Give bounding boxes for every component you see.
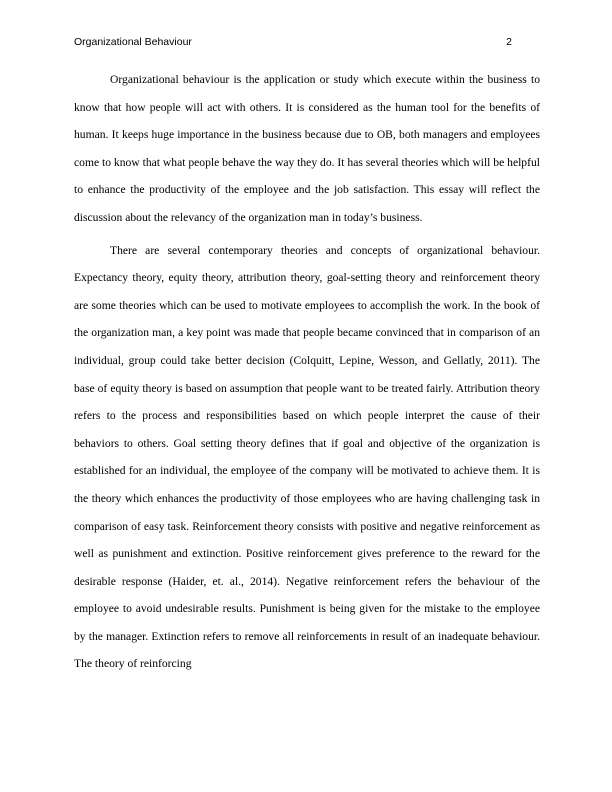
header-title: Organizational Behaviour bbox=[74, 36, 192, 48]
page-number: 2 bbox=[506, 36, 512, 48]
paragraph-intro: Organizational behaviour is the application or study which execute within the business to know that how people will act with others. It is considered as the human tool for the benefits of human. It keeps huge importance in the business because due to OB, both managers and employees come to know that what people behave the way they do. It has several theories which will be helpful to enhance the productivity of the employee and the job satisfaction. This essay will reflect the discussion about the relevancy of the organization man in today’s business. bbox=[74, 73, 540, 224]
paragraph-theories: There are several contemporary theories and concepts of organizational behaviour. Expectancy theory, equity theory, attribution theory, goal-setting theory and reinforcement theory are some theories which can be used to motivate employees to accomplish the work. In the book of the organization man, a key point was made that people became convinced that in comparison of an individual, group could take better decision (Colquitt, Lepine, Wesson, and Gellatly, 2011). The base of equity theory is based on assumption that people want to be treated fairly. Attribution theory refers to the process and responsibilities based on which people interpret the cause of their behaviors to others. Goal setting theory defines that if goal and objective of the organization is established for an individual, the employee of the company will be motivated to achieve them. It is the theory which enhances the productivity of those employees who are having challenging task in comparison of easy task. Reinforcement theory consists with positive and negative reinforcement as well as punishment and extinction. Positive reinforcement gives preference to the reward for the desirable response (Haider, et. al., 2014). Negative reinforcement refers the behaviour of the employee to avoid undesirable results. Punishment is being given for the mistake to the employee by the manager. Extinction refers to remove all reinforcements in result of an inadequate behaviour. The theory of reinforcing bbox=[74, 243, 540, 671]
page-header bbox=[74, 36, 514, 50]
document-body bbox=[74, 66, 540, 678]
